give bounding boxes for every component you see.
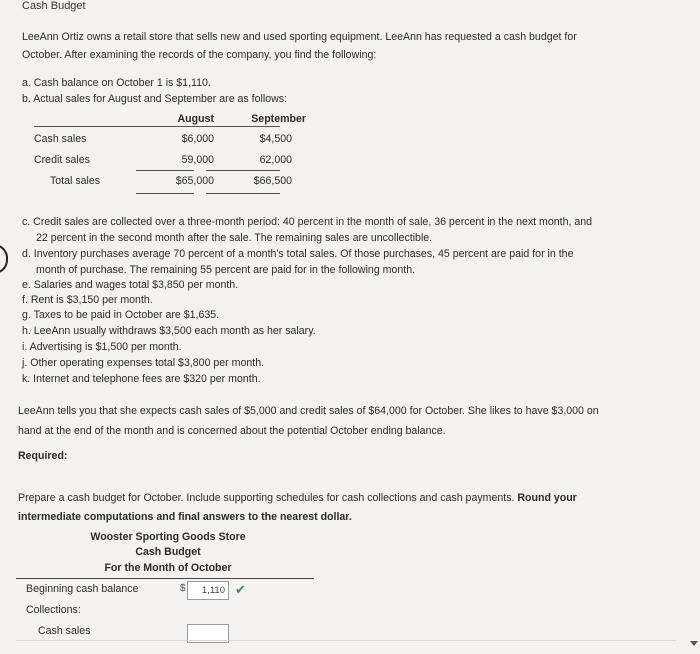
table-row xyxy=(34,128,306,149)
intro-line-2: October. After examining the records of the company, you find the following: xyxy=(22,49,377,61)
item-a: a. Cash balance on October 1 is $1,110. xyxy=(22,77,211,89)
budget-header-rule xyxy=(16,578,314,579)
august-subtotal-rule xyxy=(136,170,194,171)
item-c-line-2: 22 percent in the second month after the sale. The remaining sales are uncollectible. xyxy=(36,232,433,244)
sales-header-september: September xyxy=(251,113,306,125)
check-icon: ✔ xyxy=(235,582,246,597)
collections-label: Collections: xyxy=(26,604,81,616)
item-j: j. Other operating expenses total $3,800 per month. xyxy=(22,357,265,369)
september-total-rule xyxy=(206,193,280,194)
required-label: Required: xyxy=(18,450,68,462)
scroll-down-arrow-icon[interactable] xyxy=(690,641,698,646)
cell-august: $6,000 xyxy=(181,132,214,145)
item-h: h. LeeAnn usually withdraws $3,500 each month as her salary. xyxy=(22,325,316,337)
cell-august: 59,000 xyxy=(181,153,214,166)
company-name: Wooster Sporting Goods Store xyxy=(90,531,246,543)
bracket-mark xyxy=(0,244,8,274)
item-i: i. Advertising is $1,500 per month. xyxy=(22,341,182,353)
intro-line-1: LeeAnn Ortiz owns a retail store that sells new and used sporting equipment. LeeAnn has requested a cash budget for xyxy=(22,31,577,43)
instruction-line-1 xyxy=(18,490,577,506)
cell-september: $66,500 xyxy=(253,174,292,187)
closing-line-2: hand at the end of the month and is concerned about the potential October ending balance. xyxy=(18,425,446,437)
budget-title: Cash Budget xyxy=(135,546,201,558)
item-b: b. Actual sales for August and September are as follows: xyxy=(22,93,287,105)
item-g: g. Taxes to be paid in October are $1,635. xyxy=(22,309,220,321)
beginning-balance-input[interactable]: 1,110 xyxy=(187,581,229,600)
beginning-balance-label: Beginning cash balance xyxy=(26,583,139,595)
table-row xyxy=(34,149,306,170)
divider xyxy=(16,640,676,641)
row-label: Total sales xyxy=(50,174,101,187)
instruction-emphasis: Round your xyxy=(517,492,577,504)
table-row xyxy=(34,170,306,191)
budget-period: For the Month of October xyxy=(104,562,232,574)
cell-september: $4,500 xyxy=(259,132,292,145)
closing-line-1: LeeAnn tells you that she expects cash sales of $5,000 and credit sales of $64,000 for October. She likes to have $3,000 on xyxy=(18,405,599,417)
item-k: k. Internet and telephone fees are $320 per month. xyxy=(22,373,261,385)
item-c-line-1: c. Credit sales are collected over a three-month period: 40 percent in the month of sale, 36 percent in the next month, and xyxy=(22,216,593,228)
row-label: Cash sales xyxy=(34,132,87,145)
table-header-rule xyxy=(34,126,280,127)
item-f: f. Rent is $3,150 per month. xyxy=(22,294,153,306)
instruction-text: Prepare a cash budget for October. Include supporting schedules for cash collections and cash payments. xyxy=(18,492,518,504)
page-title: Cash Budget xyxy=(22,0,86,12)
august-total-rule xyxy=(136,193,194,194)
cash-sales-label: Cash sales xyxy=(38,625,91,637)
item-e: e. Salaries and wages total $3,850 per month. xyxy=(22,279,239,291)
september-subtotal-rule xyxy=(206,170,280,171)
instruction-line-2: intermediate computations and final answers to the nearest dollar. xyxy=(18,511,352,523)
cell-august: $65,000 xyxy=(175,174,214,187)
row-label: Credit sales xyxy=(34,153,90,166)
item-d-line-2: month of purchase. The remaining 55 percent are paid for in the following month. xyxy=(36,264,416,276)
item-d-line-1: d. Inventory purchases average 70 percent of a month's total sales. Of those purchases, 45 percent are paid for in the xyxy=(22,248,574,260)
currency-symbol: $ xyxy=(180,583,186,594)
sales-header-august: August xyxy=(177,113,214,125)
cell-september: 62,000 xyxy=(259,153,292,166)
sales-table xyxy=(34,110,306,191)
